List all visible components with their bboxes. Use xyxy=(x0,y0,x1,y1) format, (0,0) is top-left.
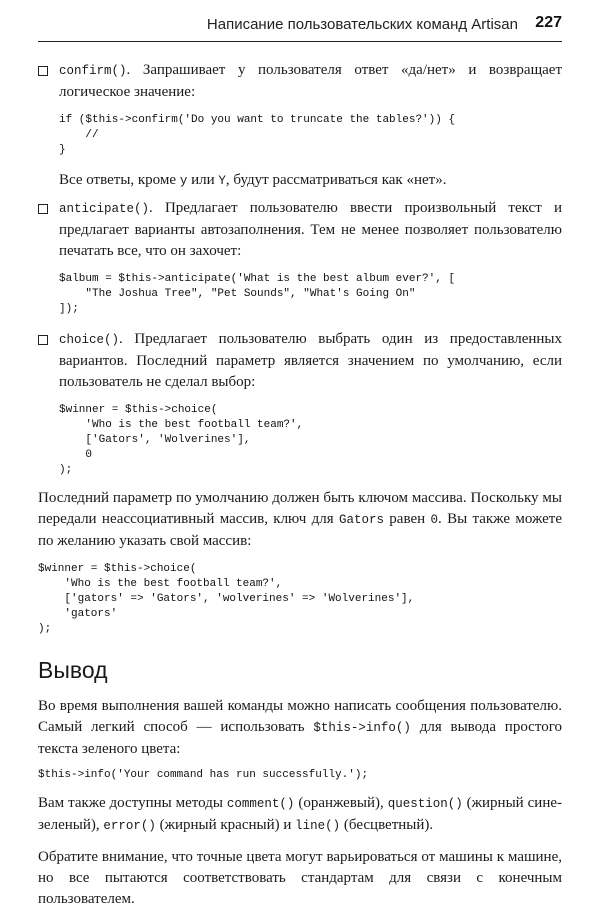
method-line: line() xyxy=(295,819,341,833)
y-lower: y xyxy=(179,174,188,188)
default-param-text-b: равен xyxy=(383,511,431,527)
output-para2-text-c: (жирный сине-зеленый), xyxy=(38,795,563,833)
output-para1-text-a: Во время выполнения вашей команды можно написать сообщения пользователю. Самый легкий способ — использовать xyxy=(38,698,562,735)
output-para2-text-b: (оранжевый), xyxy=(294,795,388,811)
confirm-note xyxy=(38,170,562,192)
default-param-text-c: . Вы также можете по желанию указать свой массив: xyxy=(38,511,562,549)
output-para1-text-b: для вывода простого текста зеленого цвета: xyxy=(38,719,562,757)
code-anticipate: $album = $this->anticipate('What is the best album ever?', [ "The Joshua Tree", "Pet Sounds", "What's Going On" ]); xyxy=(59,273,456,315)
header-rule xyxy=(38,41,562,42)
page-body xyxy=(38,60,562,910)
confirm-description: . Запрашивает у пользователя ответ «да/нет» и возвращает логическое значение: xyxy=(59,62,562,100)
confirm-note-text-b: или xyxy=(187,172,219,188)
checkbox-bullet-icon xyxy=(38,66,48,76)
default-param-paragraph xyxy=(38,488,562,552)
code-confirm: if ($this->confirm('Do you want to truncate the tables?')) { // } xyxy=(59,114,456,156)
section-title-output: Вывод xyxy=(38,657,108,683)
bullet-choice xyxy=(38,329,562,393)
confirm-note-text-a: Все ответы, кроме xyxy=(59,172,180,188)
page-header xyxy=(0,14,600,44)
output-para2-text-d: (жирный красный) и xyxy=(155,817,296,833)
code-choice: $winner = $this->choice( 'Who is the best football team?', ['Gators', 'Wolverines'], 0 ); xyxy=(59,404,304,476)
y-upper: Y xyxy=(218,174,226,188)
bullet-confirm xyxy=(38,60,562,103)
method-confirm: confirm() xyxy=(59,64,127,78)
confirm-note-text-c: , будут рассматриваться как «нет». xyxy=(225,172,447,188)
bullet-anticipate xyxy=(38,198,562,262)
checkbox-bullet-icon xyxy=(38,335,48,345)
zero-value: 0 xyxy=(430,513,438,527)
code-info: $this->info('Your command has run successfully.'); xyxy=(38,769,369,781)
page-number: 227 xyxy=(535,14,562,31)
anticipate-description: . Предлагает пользователю ввести произвольный текст и предлагает варианты автозаполнения. Тем не менее позволяет пользователю печатать все, что он захочет: xyxy=(59,200,562,259)
method-anticipate: anticipate() xyxy=(59,202,150,216)
gators-key: Gators xyxy=(338,513,384,527)
output-paragraph-2 xyxy=(38,793,562,837)
output-para2-text-a: Вам также доступны методы xyxy=(38,795,227,811)
info-call: $this->info() xyxy=(313,721,411,735)
method-error: error() xyxy=(103,819,156,833)
checkbox-bullet-icon xyxy=(38,204,48,214)
choice-description: . Предлагает пользователю выбрать один из предоставленных вариантов. Последний параметр является значением по умолчанию, если пользователь не сделал выбор: xyxy=(59,331,562,390)
output-para2-text-e: (бесцветный). xyxy=(340,817,434,833)
running-title: Написание пользовательских команд Artisan xyxy=(206,16,518,33)
output-paragraph-3: Обратите внимание, что точные цвета могут варьироваться от машины к машине, но все пытаются соответствовать стандартам для связи с конечным пользователем. xyxy=(38,849,562,907)
method-question: question() xyxy=(387,797,463,811)
default-param-text-a: Последний параметр по умолчанию должен быть ключом массива. Поскольку мы передали неассоциативный массив, ключ для xyxy=(38,490,562,527)
method-choice: choice() xyxy=(59,333,120,347)
output-paragraph-1 xyxy=(38,696,562,760)
method-comment: comment() xyxy=(226,797,295,811)
code-choice-assoc: $winner = $this->choice( 'Who is the best football team?', ['gators' => 'Gators', 'wolverines' => 'Wolverines'], 'gators' ); xyxy=(38,563,415,635)
